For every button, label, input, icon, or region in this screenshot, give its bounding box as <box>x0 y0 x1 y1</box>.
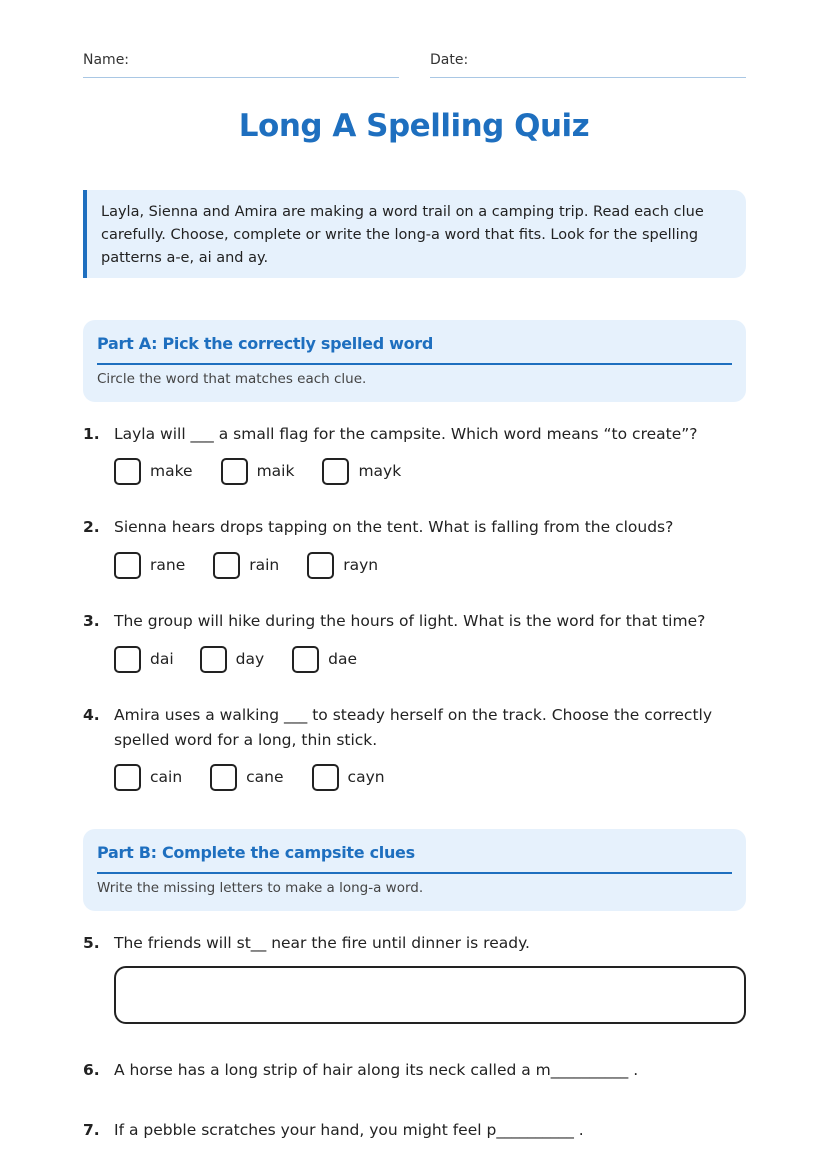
question-2-options <box>114 551 404 579</box>
option[interactable] <box>322 458 401 485</box>
question-text: If a pebble scratches your hand, you might feel p__________ . <box>114 1121 584 1139</box>
intro-text: Layla, Sienna and Amira are making a word trail on a camping trip. Read each clue carefully. Choose, complete or write the long-a word that fits. Look for the spelling patterns a-e, ai and ay. <box>101 204 704 266</box>
option-label: mayk <box>358 462 402 480</box>
option[interactable] <box>292 646 357 673</box>
option-label: cane <box>246 768 284 786</box>
option-label: cain <box>150 768 183 786</box>
checkbox[interactable] <box>307 552 334 579</box>
question-text: Sienna hears drops tapping on the tent. What is falling from the clouds? <box>114 518 674 536</box>
part-a-header <box>83 320 746 402</box>
option-label: dae <box>328 650 358 668</box>
checkbox[interactable] <box>322 458 349 485</box>
question-3-options <box>114 645 383 673</box>
part-b-header <box>83 829 746 911</box>
date-label: Date: <box>430 52 469 68</box>
intro-box <box>83 190 746 278</box>
option[interactable] <box>312 764 385 791</box>
option[interactable] <box>114 764 182 791</box>
option-label: maik <box>256 462 295 480</box>
checkbox[interactable] <box>312 764 339 791</box>
option-label: rane <box>150 556 186 574</box>
checkbox[interactable] <box>114 458 141 485</box>
part-b-instruction: Write the missing letters to make a long-a word. <box>97 880 424 896</box>
question-number: 7. <box>83 1121 100 1139</box>
question-text: The group will hike during the hours of light. What is the word for that time? <box>114 612 706 630</box>
option-label: day <box>235 650 265 668</box>
option-label: dai <box>150 650 174 668</box>
checkbox[interactable] <box>210 764 237 791</box>
question-number: 3. <box>83 612 100 630</box>
question-text: A horse has a long strip of hair along its neck called a m__________ . <box>114 1061 639 1079</box>
answer-input-box[interactable] <box>114 966 746 1024</box>
checkbox[interactable] <box>114 552 141 579</box>
question-text: Amira uses a walking ___ to steady herself on the track. Choose the correctly spelled word for a long, thin stick. <box>114 706 713 749</box>
option[interactable] <box>213 552 279 579</box>
part-a-instruction: Circle the word that matches each clue. <box>97 371 367 387</box>
question-1-options <box>114 457 427 485</box>
option[interactable] <box>200 646 265 673</box>
option[interactable] <box>210 764 283 791</box>
part-b-title: Part B: Complete the campsite clues <box>97 843 732 874</box>
name-field[interactable] <box>83 52 399 78</box>
checkbox[interactable] <box>213 552 240 579</box>
question-text: Layla will ___ a small flag for the campsite. Which word means “to create”? <box>114 425 698 443</box>
page-title: Long A Spelling Quiz <box>238 108 590 144</box>
option-label: cayn <box>347 768 385 786</box>
option-label: make <box>150 462 193 480</box>
option[interactable] <box>221 458 295 485</box>
option[interactable] <box>114 552 185 579</box>
question-4-options <box>114 763 411 791</box>
question-text: The friends will st__ near the fire until dinner is ready. <box>114 934 530 952</box>
option[interactable] <box>307 552 378 579</box>
checkbox[interactable] <box>114 646 141 673</box>
option[interactable] <box>114 458 193 485</box>
checkbox[interactable] <box>200 646 227 673</box>
checkbox[interactable] <box>292 646 319 673</box>
question-number: 4. <box>83 706 100 724</box>
option-label: rayn <box>343 556 379 574</box>
option-label: rain <box>249 556 280 574</box>
part-a-title: Part A: Pick the correctly spelled word <box>97 334 732 365</box>
checkbox[interactable] <box>114 764 141 791</box>
name-label: Name: <box>83 52 130 68</box>
question-number: 1. <box>83 425 100 443</box>
question-number: 5. <box>83 934 100 952</box>
option[interactable] <box>114 646 174 673</box>
checkbox[interactable] <box>221 458 248 485</box>
question-number: 6. <box>83 1061 100 1079</box>
date-field[interactable] <box>430 52 746 78</box>
question-number: 2. <box>83 518 100 536</box>
